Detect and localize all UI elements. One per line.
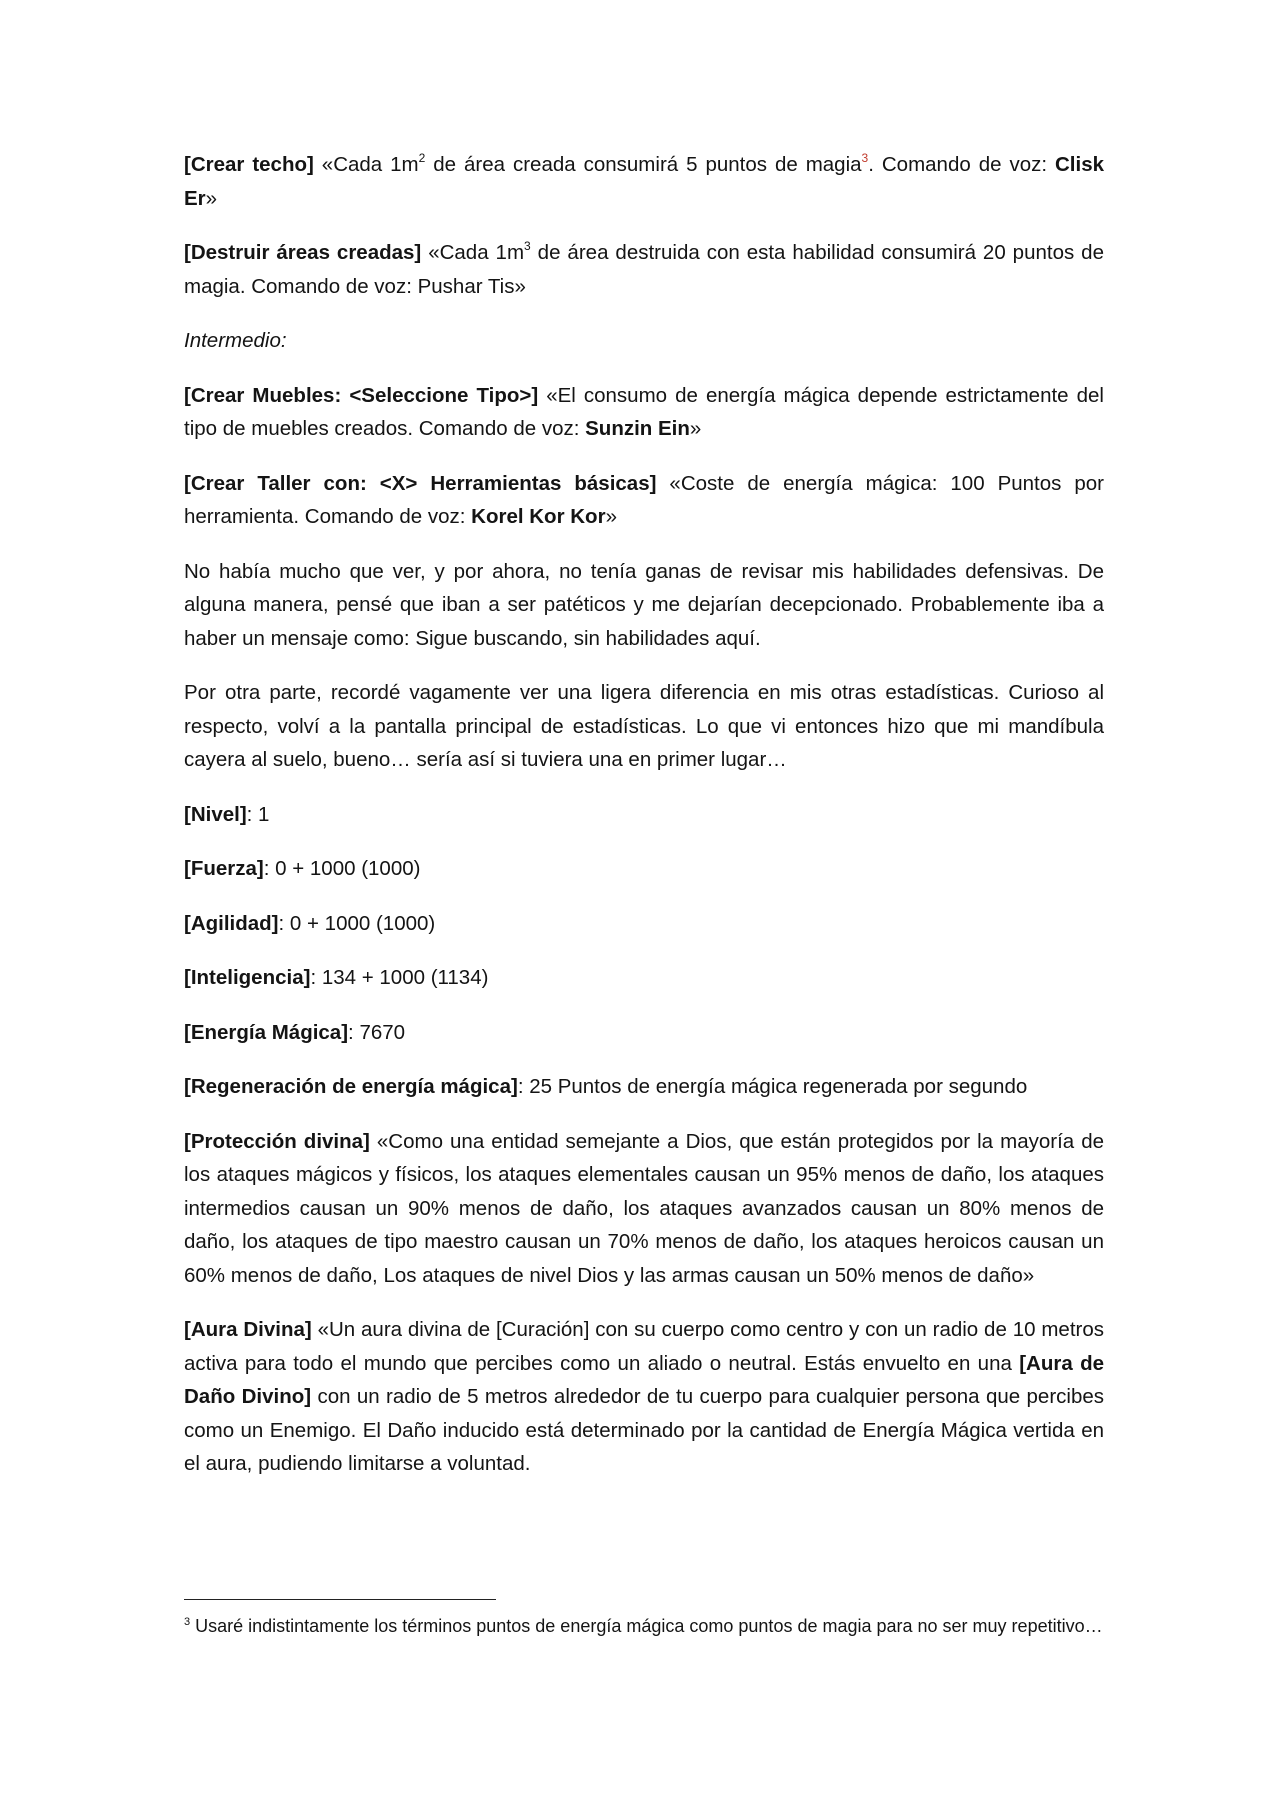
stat-label: [Inteligencia] [184,966,311,989]
stat-value: : 1 [246,802,270,826]
footnote-reference[interactable]: 3 [861,151,869,165]
stat-value: : 0 + 1000 (1000) [278,911,436,935]
skill-label-crear-taller: [Crear Taller con: <X> Herramientas básicas] [184,471,657,495]
skill-label-proteccion: [Protección divina] [184,1129,370,1153]
voice-command: Sunzin Ein [585,417,690,440]
footnote [184,1612,1104,1640]
voice-command: Clisk Er [184,153,1104,210]
stat-label: [Fuerza] [184,857,264,880]
skill-label-aura-dano: [Aura de Daño Divino] [184,1351,1104,1408]
stat-line-regeneracion [184,1070,1104,1104]
stat-line-fuerza [184,852,1104,886]
stat-line-nivel [184,798,1104,832]
stat-label: [Nivel] [184,802,247,826]
narrative-paragraph-2: Por otra parte, recordé vagamente ver una ligera diferencia en mis otras estadísticas. Curioso al respecto, volví a la pantalla principal de estadísticas. Lo que vi entonces hizo que mi mandíbula cayera al suelo, bueno… sería así si tuviera una en primer lugar… [184,681,1104,771]
paragraph-destruir-areas: [Destruir áreas creadas] «Cada $1m^3$ de área destruida con esta habilidad consumirá 20 puntos de magia. Comando de voz: Pushar Tis» [184,239,1104,298]
narrative-paragraph-1: No había mucho que ver, y por ahora, no tenía ganas de revisar mis habilidades defensivas. De alguna manera, pensé que iban a ser patéticos y me dejarían decepcionado. Probablemente iba a haber un mensaje como: Sigue buscando, sin habilidades aquí. [184,559,1104,650]
paragraph-crear-techo: [Crear techo] «Cada $1m^2$ de área creada consumirá 5 puntos de magia$^3$. Comando de voz: Clisk Er» [184,151,1104,210]
page-body [184,148,1104,1502]
paragraph-aura-divina: [Aura Divina] «Un aura divina de [Curación] con su cuerpo como centro y con un radio de 10 metros activa para todo el mundo que percibes como un aliado o neutral. Estás envuelto en una [Aura de Daño Divino] con un radio de 5 metros alrededor de tu cuerpo para cualquier persona que percibes como un Enemigo. El Daño inducido está determinado por la cantidad de Energía Mágica vertida en el aura, pudiendo limitarse a voluntad. [184,1318,1104,1475]
superscript: 2 [418,151,426,165]
section-heading-intermedio: Intermedio: [184,329,287,352]
stat-label: [Energía Mágica] [184,1020,349,1044]
voice-command: Korel Kor Kor [471,505,606,528]
stat-line-inteligencia [184,961,1104,995]
paragraph-proteccion-divina: [Protección divina] «Como una entidad semejante a Dios, que están protegidos por la mayoría de los ataques mágicos y físicos, los ataques elementales causan un 95% menos de daño, los ataques intermedios causan un 90% menos de daño, los ataques avanzados causan un 80% menos de daño, los ataques de tipo maestro causan un 70% menos de daño, los ataques heroicos causan un 60% menos de daño, Los ataques de nivel Dios y las armas causan un 50% menos de daño» [184,1129,1104,1287]
footnote-divider [184,1599,496,1600]
paragraph-crear-taller: [Crear Taller con: <X> Herramientas básicas] «Coste de energía mágica: 100 Puntos por herramienta. Comando de voz: Korel Kor Kor» [184,471,1105,528]
skill-label-crear-muebles: [Crear Muebles: <Seleccione Tipo>] [184,383,539,407]
stat-line-agilidad [184,907,1104,941]
stat-value: : 134 + 1000 (1134) [310,966,489,989]
stat-label: [Regeneración de energía mágica] [184,1075,518,1098]
footnote-number: 3 [184,1616,191,1628]
stat-value: : 25 Puntos de energía mágica regenerada por segundo [517,1075,1028,1098]
stat-value: : 7670 [348,1020,406,1044]
stat-line-energia-magica [184,1016,1104,1050]
footnote-text: Usaré indistintamente los términos puntos de energía mágica como puntos de magia para no ser muy repetitivo… [190,1616,1103,1636]
skill-label-destruir: [Destruir áreas creadas] [184,241,422,264]
paragraph-crear-muebles: [Crear Muebles: <Seleccione Tipo>] «El consumo de energía mágica depende estrictamente del tipo de muebles creados. Comando de voz: Sunzin Ein» [184,383,1104,440]
skill-label-crear-techo: [Crear techo] [184,153,314,176]
superscript: 3 [524,239,531,253]
stat-label: [Agilidad] [184,911,279,935]
stat-value: : 0 + 1000 (1000) [263,857,421,880]
skill-label-aura-divina: [Aura Divina] [184,1318,312,1341]
